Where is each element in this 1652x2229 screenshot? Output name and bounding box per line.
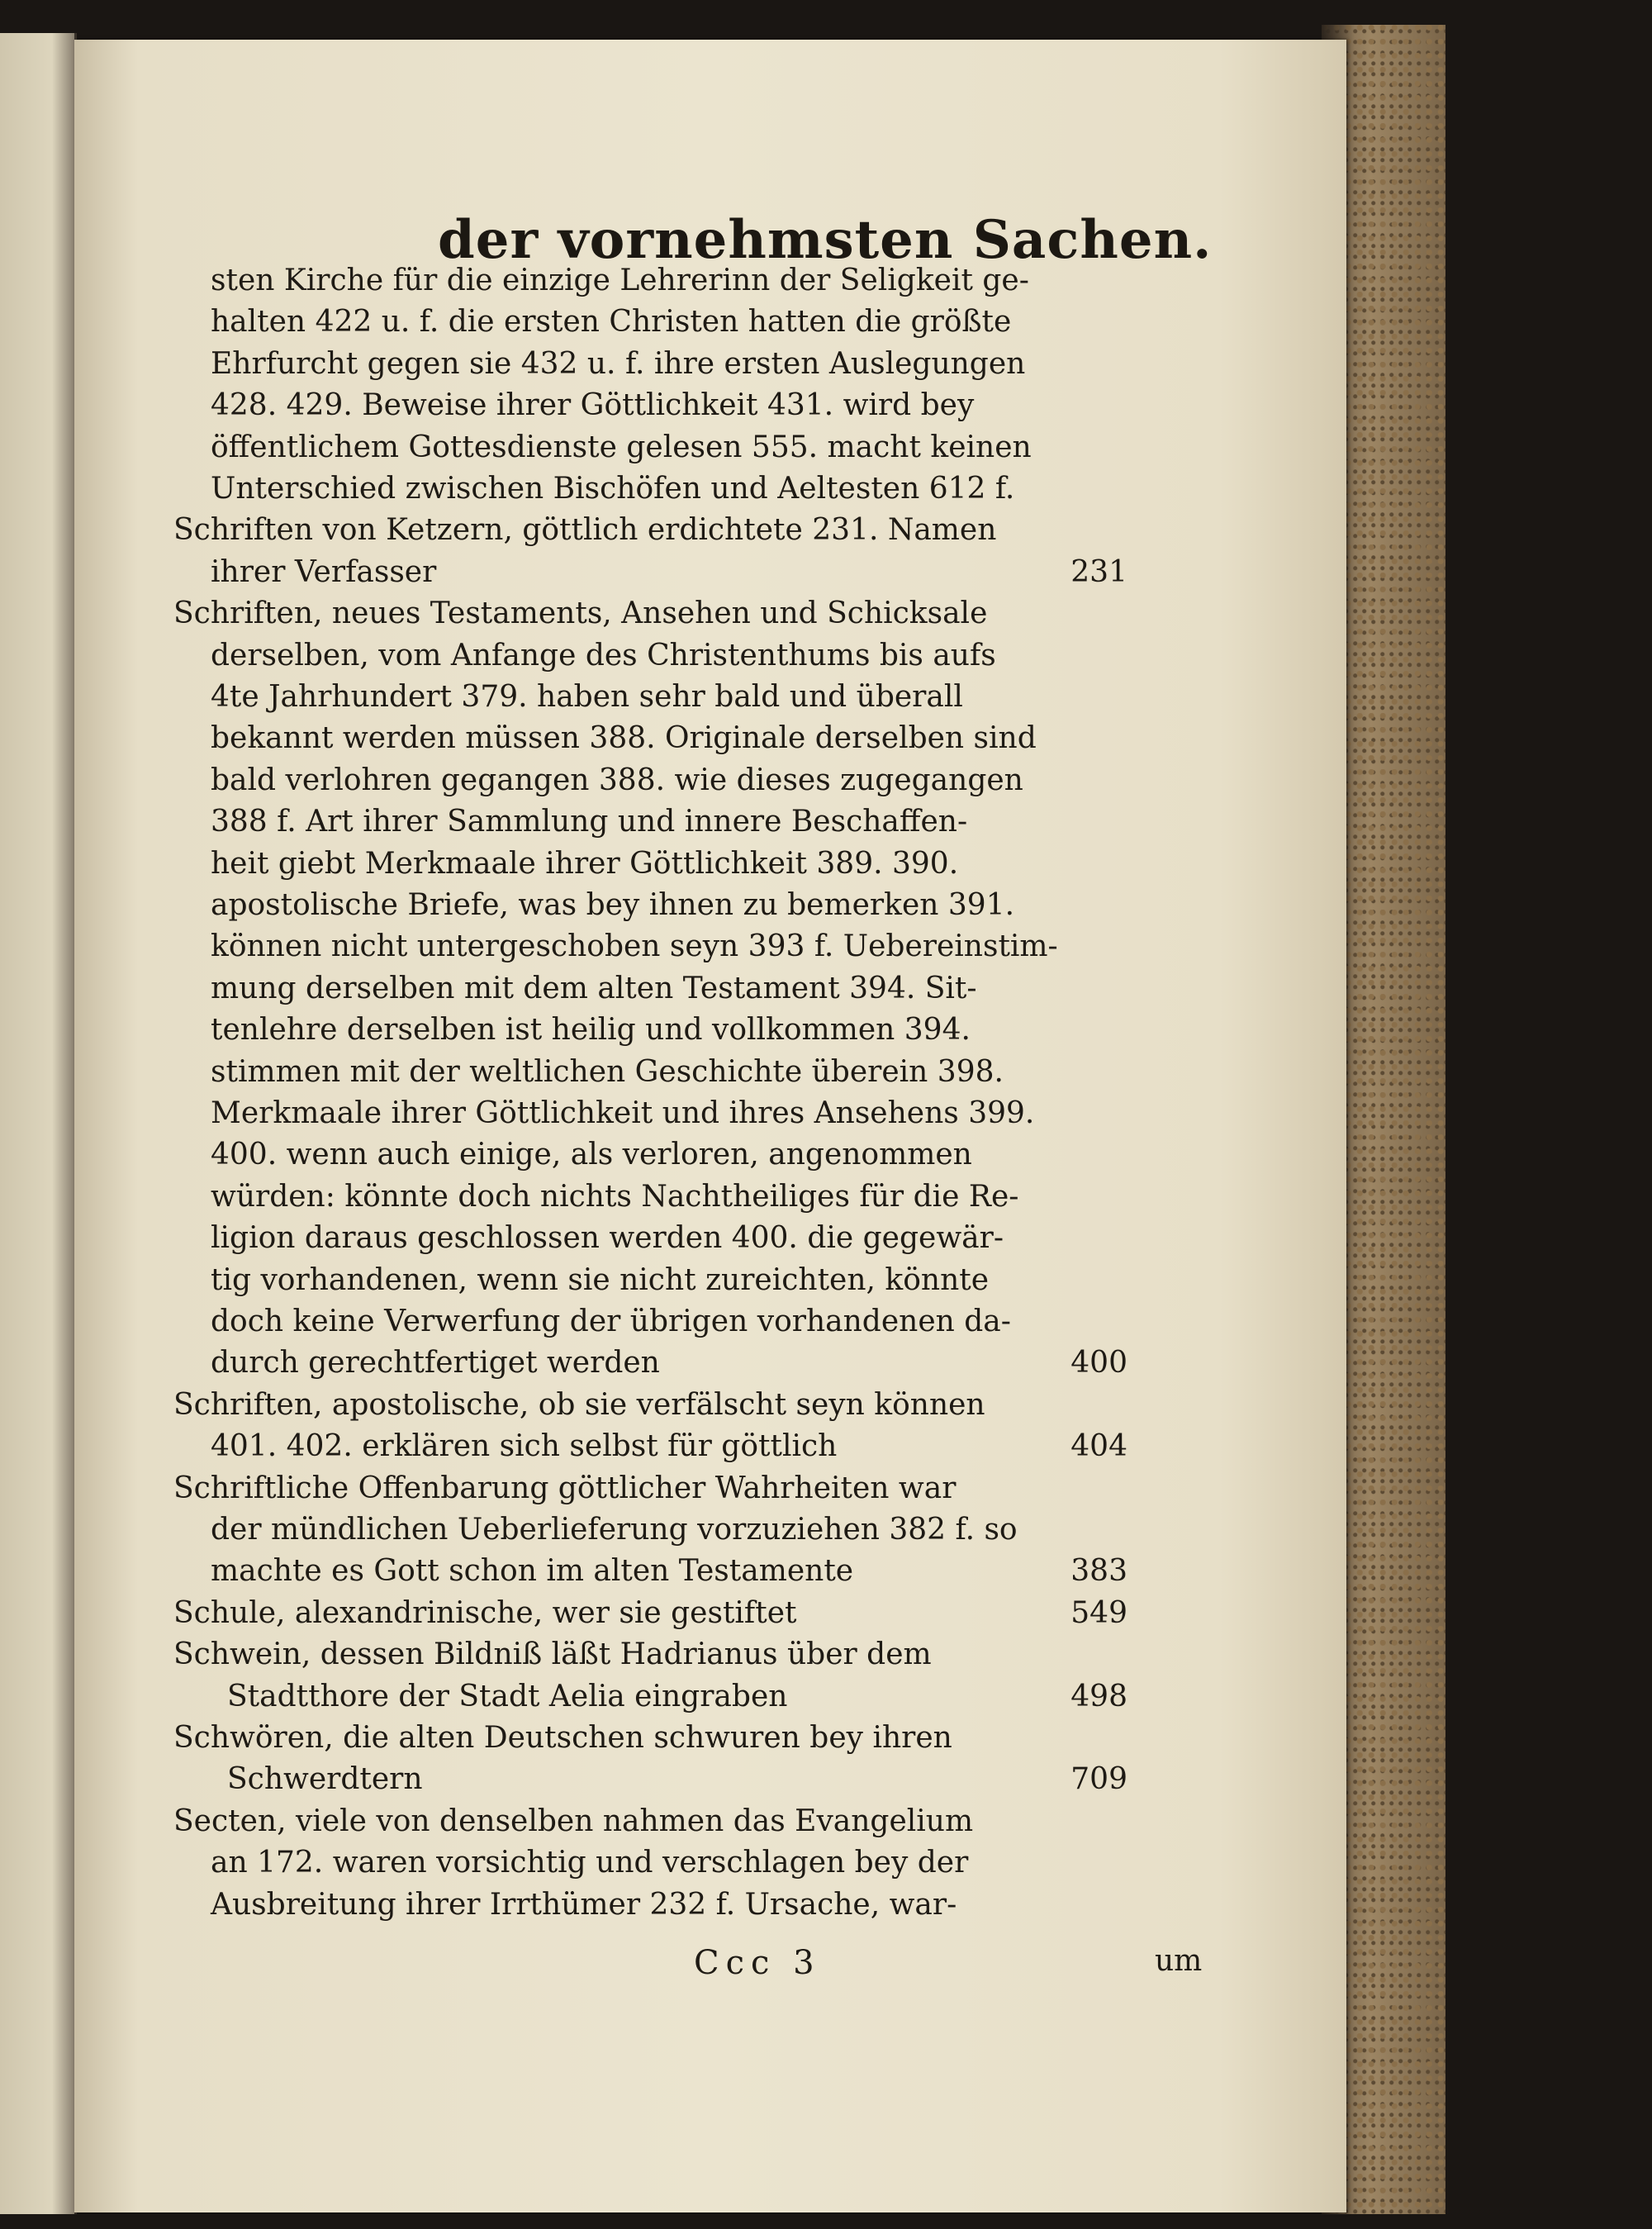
index-line-text: derselben, vom Anfange des Christenthums bis aufs [211,638,996,673]
running-header: der vornehmsten Sachen. [438,209,1213,271]
index-line [173,1387,1127,1423]
index-line [211,1887,1127,1923]
index-line-text: Ehrfurcht gegen sie 432 u. f. ihre ersten Auslegungen [211,346,1026,381]
index-line-text: tig vorhandenen, wenn sie nicht zureichten, könnte [211,1262,990,1297]
index-line-text: tenlehre derselben ist heilig und vollkommen 394. [211,1013,971,1048]
index-line [211,1845,1127,1881]
index-line [211,679,1127,715]
index-line-text: würden: könnte doch nichts Nachtheiliges für die Re- [211,1179,1019,1214]
index-line [211,720,1127,757]
index-line-text: 400. wenn auch einige, als verloren, angenommen [211,1138,972,1172]
index-line-text: Schwein, dessen Bildniß läßt Hadrianus über dem [173,1637,932,1672]
index-line-text: Schriften, apostolische, ob sie verfälscht seyn können [173,1387,985,1422]
index-line [173,1720,1127,1756]
index-line [211,1345,1127,1381]
index-line [211,346,1127,383]
index-line-text: doch keine Verwerfung der übrigen vorhandenen da- [211,1305,1011,1338]
index-line [211,1012,1127,1048]
page-reference: 383 [1070,1554,1127,1589]
index-line-text: 428. 429. Beweise ihrer Göttlichkeit 431. wird bey [211,388,975,423]
index-line-text: ihrer Verfasser [211,554,437,589]
index-line-text: stimmen mit der weltlichen Geschichte überein 398. [211,1054,1004,1089]
index-line-text: Schule, alexandrinische, wer sie gestiftet [173,1595,797,1630]
index-line-text: der mündlichen Ueberlieferung vorzuziehen 382 f. so [211,1513,1018,1547]
index-line-text: Ausbreitung ihrer Irrthümer 232 f. Ursache, war- [211,1887,957,1922]
index-line [211,1512,1127,1548]
index-line [211,304,1127,340]
index-line [211,387,1127,424]
index-line [173,596,1127,632]
index-line-text: Stadtthore der Stadt Aelia eingraben [227,1679,788,1713]
index-line [211,1220,1127,1257]
index-line [211,971,1127,1007]
index-line-text: Schriften von Ketzern, göttlich erdichtete 231. Namen [173,513,997,548]
index-line-text: bald verlohren gegangen 388. wie dieses zugegangen [211,763,1023,797]
index-line [211,1137,1127,1173]
index-line-text: Schwören, die alten Deutschen schwuren bey ihren [173,1721,952,1755]
index-line [211,929,1127,965]
index-line [211,263,1127,299]
page-reference: 400 [1070,1346,1127,1381]
index-line [211,1428,1127,1465]
index-line [211,1262,1127,1299]
index-line [173,1471,1127,1507]
index-line [211,887,1127,924]
index-line [173,1804,1127,1840]
book-page [74,40,1346,2212]
index-line-text: können nicht untergeschoben seyn 393 f. Uebereinstim- [211,929,1058,964]
page-reference: 404 [1070,1429,1127,1464]
index-line-text: Unterschied zwischen Bischöfen und Aeltesten 612 f. [211,472,1015,506]
catchword: um [1155,1944,1203,1978]
index-line-text: öffentlichem Gottesdienste gelesen 555. macht keinen [211,430,1032,464]
index-line-text: halten 422 u. f. die ersten Christen hatten die größte [211,305,1012,340]
index-line [211,763,1127,799]
index-line [173,1595,1127,1632]
index-line [227,1679,1127,1715]
page-reference: 709 [1070,1762,1127,1797]
page-reference: 231 [1070,554,1127,589]
index-line [211,1054,1127,1091]
index-line [173,512,1127,549]
index-line-text: apostolische Briefe, was bey ihnen zu bemerken 391. [211,888,1015,922]
index-line-text: Secten, viele von denselben nahmen das Evangelium [173,1804,974,1838]
signature-mark: Ccc 3 [694,1944,821,1982]
index-line-text: bekannt werden müssen 388. Originale derselben sind [211,721,1037,756]
index-line-text: machte es Gott schon im alten Testamente [211,1554,854,1589]
index-line [211,554,1127,591]
index-line-text: 388 f. Art ihrer Sammlung und innere Beschaffen- [211,805,968,839]
index-line-text: durch gerechtfertiget werden [211,1346,660,1381]
index-line-text: 401. 402. erklären sich selbst für göttlich [211,1429,838,1464]
index-line [211,638,1127,674]
index-line-text: ligion daraus geschlossen werden 400. die gegewär- [211,1221,1004,1256]
index-line-text: Schwerdtern [227,1762,423,1797]
index-line-text: Schriftliche Offenbarung göttlicher Wahrheiten war [173,1471,957,1505]
index-line [211,846,1127,882]
index-line-text: an 172. waren vorsichtig und verschlagen bey der [211,1846,969,1880]
index-line [211,1304,1127,1340]
index-line-text: heit giebt Merkmaale ihrer Göttlichkeit 389. 390. [211,846,959,881]
index-line-text: 4te Jahrhundert 379. haben sehr bald und überall [211,680,963,714]
page-reference: 498 [1070,1679,1127,1713]
index-line [227,1761,1127,1798]
index-line [211,1553,1127,1590]
left-page-edge [0,33,77,2214]
index-line-text: mung derselben mit dem alten Testament 394. Sit- [211,971,977,1005]
index-line [211,1179,1127,1215]
index-line [211,1095,1127,1132]
index-line [173,1637,1127,1673]
index-line-text: Schriften, neues Testaments, Ansehen und Schicksale [173,596,988,631]
index-line-text: sten Kirche für die einzige Lehrerinn der Seligkeit ge- [211,264,1029,297]
page-reference: 549 [1070,1595,1127,1630]
index-line-text: Merkmaale ihrer Göttlichkeit und ihres Ansehens 399. [211,1096,1035,1130]
index-line [211,430,1127,466]
index-line [211,471,1127,507]
index-line [211,804,1127,840]
